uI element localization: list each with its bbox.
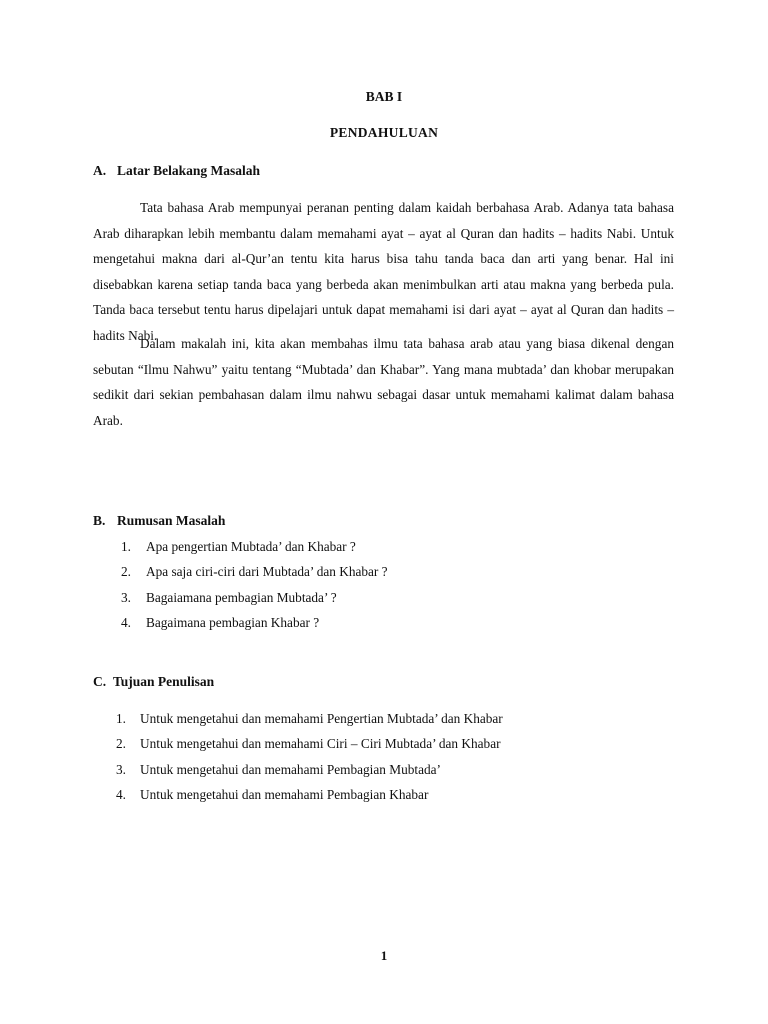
list-item-number: 2. (121, 564, 131, 580)
objectives-list (116, 706, 503, 807)
list-item-text: Untuk mengetahui dan memahami Ciri – Ciri Mubtada’ dan Khabar (140, 736, 501, 752)
chapter-title: PENDAHULUAN (329, 125, 439, 140)
list-item-text: Bagaimana pembagian Khabar ? (146, 614, 320, 630)
list-item (116, 757, 503, 782)
section-heading-latar-belakang (93, 163, 260, 179)
list-item-number: 3. (121, 589, 131, 605)
section-letter: B. (93, 513, 106, 528)
background-paragraph-1: Tata bahasa Arab mempunyai peranan penting dalam kaidah berbahasa Arab. Adanya tata bahasa Arab diharapkan lebih membantu dalam memahami ayat – ayat al Quran dan hadits – hadits Nabi. Untuk mengetahui makna dari al-Qur’an tentu kita harus bisa tahu tanda baca dan arti yang benar. Hal ini disebabkan karena setiap tanda baca yang berbeda akan menimbulkan arti atau makna yang berbeda pula. Tanda baca tersebut tentu harus dipelajari untuk dapat memahami isi dari ayat – ayat al Quran dan hadits – hadits Nabi. (93, 200, 674, 343)
section-title: Tujuan Penulisan (113, 674, 215, 689)
list-item (121, 534, 388, 559)
list-item-number: 1. (116, 711, 126, 726)
list-item-number: 4. (116, 786, 126, 802)
list-item-number: 4. (121, 614, 131, 630)
list-item (116, 731, 503, 756)
list-item-text: Untuk mengetahui dan memahami Pengertian Mubtada’ dan Khabar (140, 711, 503, 726)
section-title: Rumusan Masalah (117, 513, 226, 528)
list-item-text: Apa pengertian Mubtada’ dan Khabar ? (146, 539, 356, 554)
problem-statement-list (121, 534, 388, 635)
section-heading-tujuan-penulisan (93, 674, 214, 690)
background-paragraph-2: Dalam makalah ini, kita akan membahas ilmu tata bahasa arab atau yang biasa dikenal dengan sebutan “Ilmu Nahwu” yaitu tentang “Mubtada’ dan Khabar”. Yang mana mubtada’ dan khobar merupakan sedikit dari sekian pembahasan dalam ilmu nahwu sebagai dasar untuk memahami kalimat dalam bahasa Arab. (93, 336, 674, 428)
page-number: 1 (380, 948, 388, 963)
list-item-text: Bagaiamana pembagian Mubtada’ ? (146, 589, 337, 605)
section-heading-rumusan-masalah (93, 513, 225, 529)
section-title: Latar Belakang Masalah (117, 163, 261, 178)
list-item (116, 782, 503, 807)
list-item-number: 1. (121, 539, 131, 554)
section-letter: C. (93, 674, 107, 689)
list-item-number: 3. (116, 761, 126, 777)
section-letter: A. (93, 163, 107, 178)
list-item-text: Apa saja ciri-ciri dari Mubtada’ dan Khabar ? (146, 564, 388, 580)
list-item (121, 559, 388, 584)
list-item-number: 2. (116, 736, 126, 752)
list-item-text: Untuk mengetahui dan memahami Pembagian Mubtada’ (140, 761, 441, 777)
chapter-number: BAB I (365, 89, 403, 104)
list-item (121, 585, 388, 610)
list-item-text: Untuk mengetahui dan memahami Pembagian Khabar (140, 786, 429, 802)
list-item (121, 610, 388, 635)
list-item (116, 706, 503, 731)
